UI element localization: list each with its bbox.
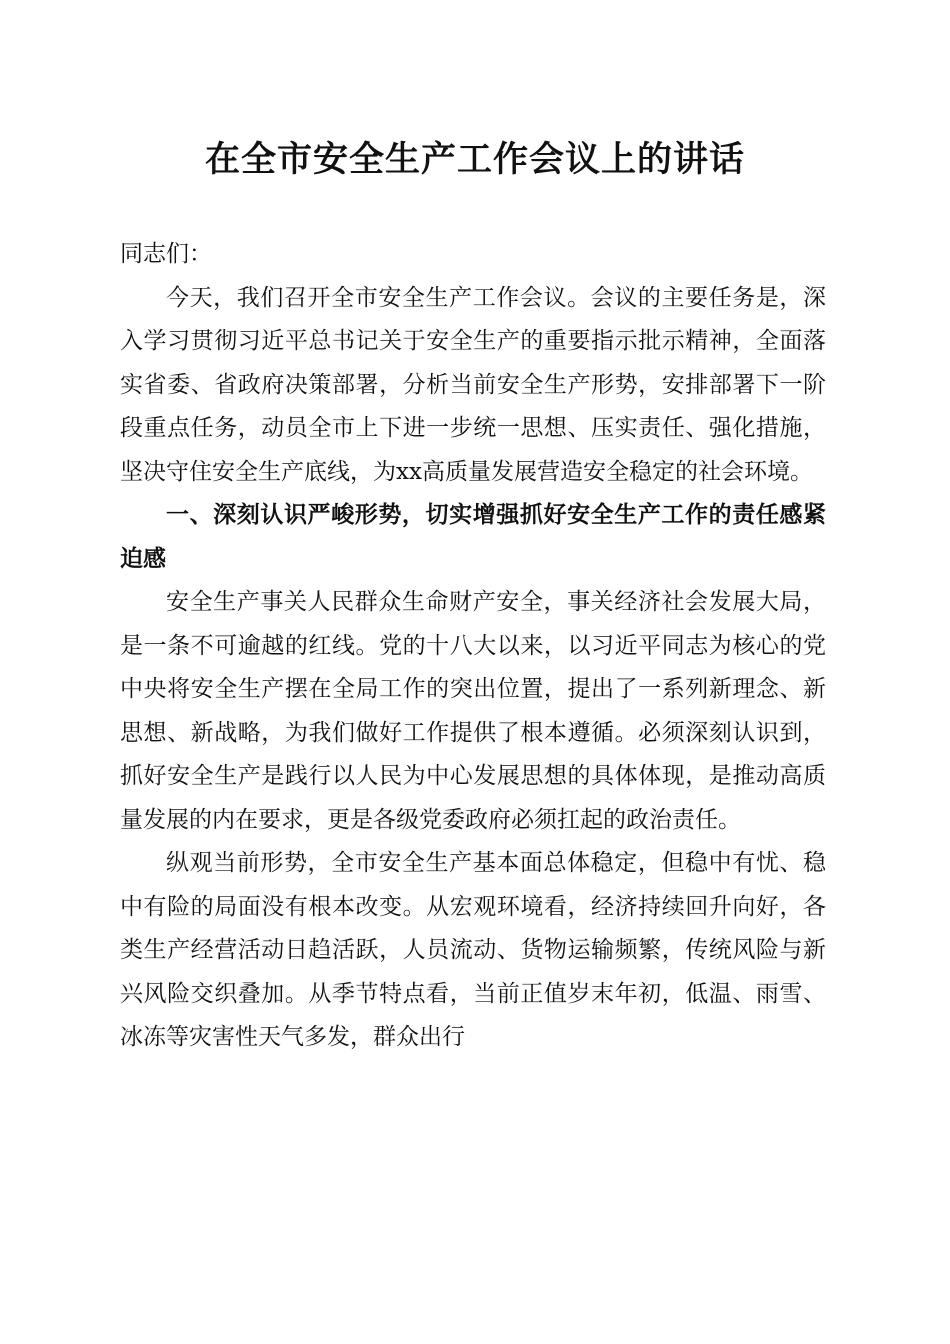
document-body <box>120 233 826 1060</box>
salutation: 同志们： <box>120 241 212 267</box>
section-heading-1: 一、深刻认识严峻形势，切实增强抓好安全生产工作的责任感紧迫感 <box>120 502 826 572</box>
paragraph-importance: 安全生产事关人民群众生命财产安全，事关经济社会发展大局，是一条不可逾越的红线。党的十八大以来，以习近平同志为核心的党中央将安全生产摆在全局工作的突出位置，提出了一系列新理念、新思想、新战略，为我们做好工作提供了根本遵循。必须深刻认识到，抓好安全生产是践行以人民为中心发展思想的具体体现，是推动高质量发展的内在要求，更是各级党委政府必须扛起的政治责任。 <box>120 589 826 833</box>
document-title: 在全市安全生产工作会议上的讲话 <box>204 139 745 180</box>
paragraph-intro: 今天，我们召开全市安全生产工作会议。会议的主要任务是，深入学习贯彻习近平总书记关于安全生产的重要指示批示精神，全面落实省委、省政府决策部署，分析当前安全生产形势，安排部署下一阶段重点任务，动员全市上下进一步统一思想、压实责任、强化措施，坚决守住安全生产底线，为xx高质量发展营造安全稳定的社会环境。 <box>120 284 826 485</box>
paragraph-situation: 纵观当前形势，全市安全生产基本面总体稳定，但稳中有忧、稳中有险的局面没有根本改变。从宏观环境看，经济持续回升向好，各类生产经营活动日趋活跃，人员流动、货物运输频繁，传统风险与新兴风险交织叠加。从季节特点看，当前正值岁末年初，低温、雨雪、冰冻等灾害性天气多发，群众出行 <box>120 850 826 1050</box>
